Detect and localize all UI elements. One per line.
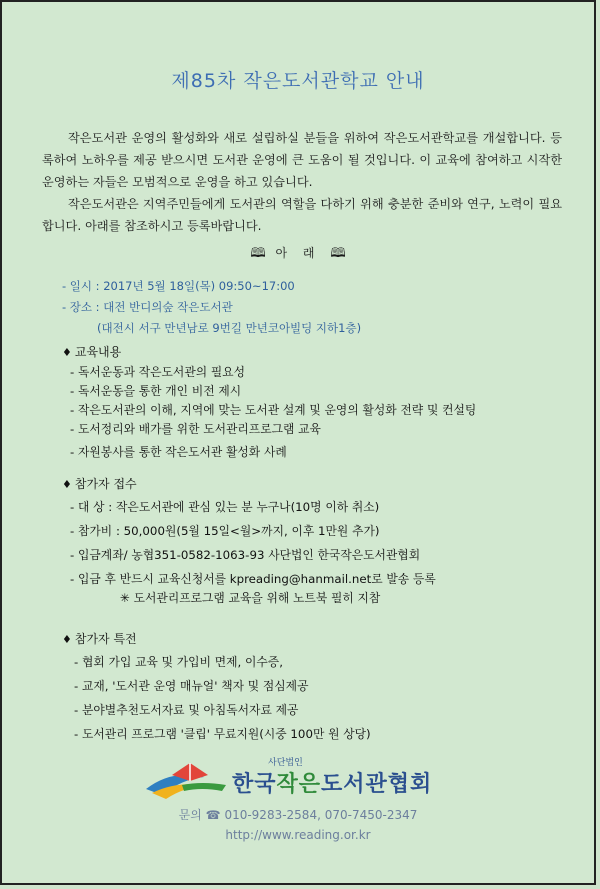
contact-url[interactable]: http://www.reading.or.kr [225, 828, 371, 842]
list-item: - 작은도서관의 이해, 지역에 맞는 도서관 설계 및 운영의 활성화 전략 및 컨설팅 [70, 403, 477, 417]
diamond-bullet-icon: ♦ [62, 478, 72, 491]
association-logo [142, 755, 462, 801]
book-wave-logo-icon [142, 755, 232, 801]
list-item: - 입금 후 반드시 교육신청서를 kpreading@hanmail.net로 발송 등록 [70, 572, 436, 586]
info-place: - 장소 : 대전 반디의숲 작은도서관 [62, 300, 233, 314]
info-address: (대전시 서구 만년남로 9번길 만년코아빌딩 지하1층) [97, 321, 362, 335]
list-item: - 도서정리와 배가를 위한 도서관리프로그램 교육 [70, 422, 321, 436]
section-registration-heading: ♦ 참가자 접수 [62, 477, 137, 491]
list-item: - 협회 가입 교육 및 가입비 면제, 이수증, [74, 655, 283, 669]
notice-heading [2, 244, 594, 266]
registration-note: ✳ 도서관리프로그램 교육을 위해 노트북 필히 지참 [120, 591, 381, 605]
list-item: - 독서운동을 통한 개인 비전 제시 [70, 384, 242, 398]
list-item: - 교재, '도서관 운영 매뉴얼' 책자 및 점심제공 [74, 679, 309, 693]
list-item: - 분야별추천도서자료 및 아침독서자료 제공 [74, 703, 299, 717]
section-education-heading: ♦ 교육내용 [62, 345, 122, 359]
list-item: - 독서운동과 작은도서관의 필요성 [70, 365, 246, 379]
list-item: - 자원봉사를 통한 작은도서관 활성화 사례 [70, 445, 287, 459]
logo-small-label: 사단법인 [268, 758, 303, 768]
intro-paragraph-2: 작은도서관은 지역주민들에게 도서관의 역할을 다하기 위해 충분한 준비와 연구, 노력이 필요합니다. 아래를 참조하시고 등록바랍니다. [42, 197, 562, 233]
list-item: - 대 상 : 작은도서관에 관심 있는 분 누구나(10명 이하 취소) [70, 500, 380, 514]
notice-label: 아 래 [275, 246, 321, 260]
intro-paragraph-1: 작은도서관 운영의 활성화와 새로 설립하실 분들을 위하여 작은도서관학교를 개설합니다. 등록하여 노하우를 제공 받으시면 도서관 운영에 큰 도움이 될 것입니다. 이 교육에 참여하고 시작한 운영하는 자들은 모범적으로 운영을 하고 있습니다. [42, 131, 562, 189]
contact-line [2, 806, 594, 823]
logo-name: 한국작은도서관협회 [232, 772, 433, 797]
contact-phones: 010-9283-2584, 070-7450-2347 [224, 808, 418, 822]
list-item: - 도서관리 프로그램 '클립' 무료지원(시중 100만 원 상당) [74, 727, 371, 741]
diamond-bullet-icon: ♦ [62, 346, 72, 359]
info-date: - 일시 : 2017년 5월 18일(목) 09:50~17:00 [62, 279, 295, 293]
contact-label: 문의 [178, 808, 202, 822]
book-icon: 🕮 [250, 246, 266, 261]
phone-icon: ☎ [205, 808, 221, 822]
page-title: 제85차 작은도서관학교 안내 [171, 70, 425, 92]
intro-text [42, 127, 562, 237]
diamond-bullet-icon: ♦ [62, 633, 72, 646]
book-icon: 🕮 [330, 246, 346, 261]
list-item: - 참가비 : 50,000원(5월 15일<월>까지, 이후 1만원 추가) [70, 524, 380, 538]
section-benefits-heading: ♦ 참가자 특전 [62, 632, 137, 646]
list-item: - 입금계좌/ 농협351-0582-1063-93 사단법인 한국작은도서관협회 [70, 548, 421, 562]
